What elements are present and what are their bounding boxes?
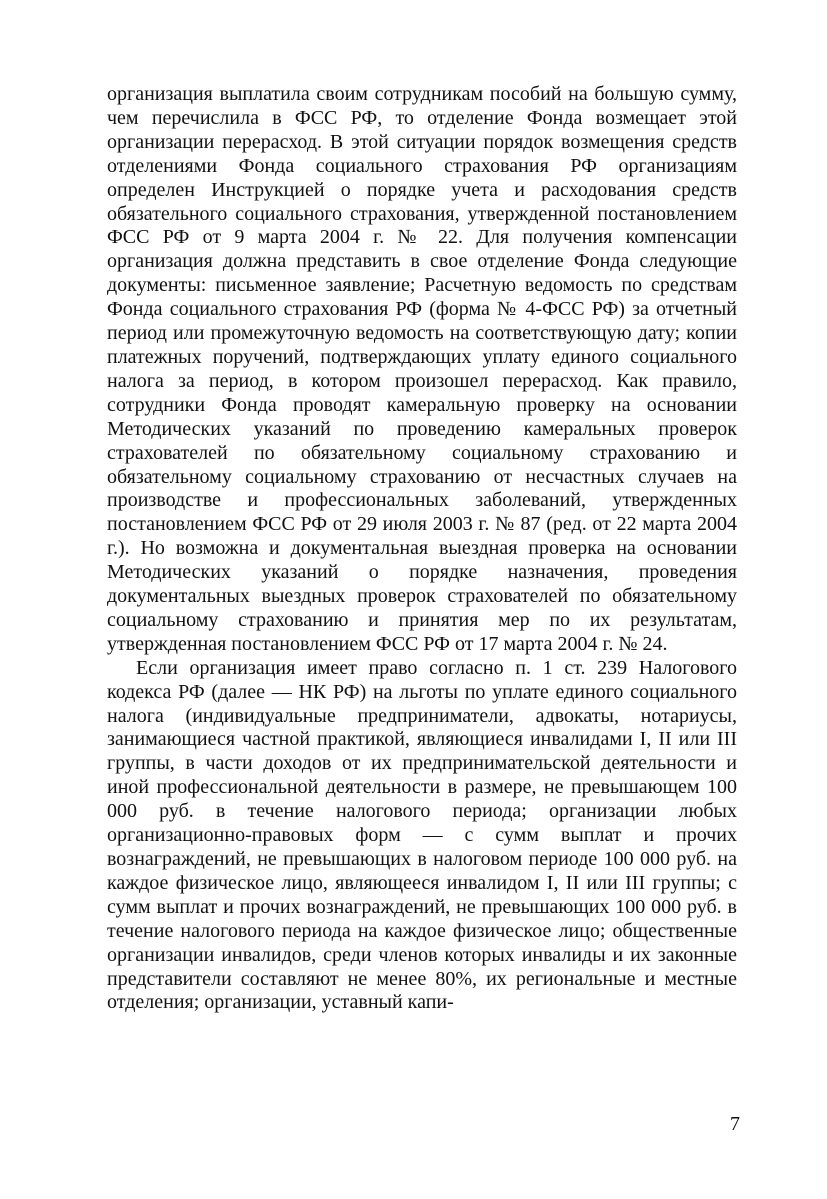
paragraph-esn-benefits: Если организация имеет право согласно п. 1 ст. 239 Налогового кодекса РФ (далее — НК РФ) на льготы по уплате единого социального налога (индивидуальные предприниматели, адвокаты, нотариусы, занимающиеся частной практикой, являющиеся инвалидами I, II или III группы, в части доходов от их предпринимательской деятельности и иной профессиональной деятельности в размере, не превышающем 100 000 руб. в течение налогового периода; организации любых организационно-правовых форм — с сумм выплат и прочих вознаграждений, не превышающих в налоговом периоде 100 000 руб. на каждое физическое лицо, являющееся инвалидом I, II или III группы; с сумм выплат и прочих вознаграждений, не превышающих 100 000 руб. в течение налогового периода на каждое физическое лицо; общественные организации инвалидов, среди членов которых инвалиды и их законные представители составляют не менее 80%, их региональные и местные отделения; организации, уставный капи- xyxy=(107,656,737,1014)
page-number: 7 xyxy=(730,1113,740,1135)
paragraph-fss-compensation: организация выплатила своим сотрудникам пособий на большую сумму, чем перечислила в ФСС РФ, то отделение Фонда возмещает этой организации перерасход. В этой ситуации порядок возмещения средств отделениями Фонда социального страхования РФ организациям определен Инструкцией о порядке учета и расходования средств обязательного социального страхования, утвержденной постановлением ФСС РФ от 9 марта 2004 г. № 22. Для получения компенсации организация должна представить в свое отделение Фонда следующие документы: письменное заявление; Расчетную ведомость по средствам Фонда социального страхования РФ (форма № 4-ФСС РФ) за отчетный период или промежуточную ведомость на соответствующую дату; копии платежных поручений, подтверждающих уплату единого социального налога за период, в котором произошел перерасход. Как правило, сотрудники Фонда проводят камеральную проверку на основании Методических указаний по проведению камеральных проверок страхователей по обязательному социальному страхованию и обязательному социальному страхованию от несчастных случаев на производстве и профессиональных заболеваний, утвержденных постановлением ФСС РФ от 29 июля 2003 г. № 87 (ред. от 22 марта 2004 г.). Но возможна и документальная выездная проверка на основании Методических указаний о порядке назначения, проведения документальных выездных проверок страхователей по обязательному социальному страхованию и принятия мер по их результатам, утвержденная постановлением ФСС РФ от 17 марта 2004 г. № 24. xyxy=(107,83,737,655)
body-text xyxy=(107,83,737,1015)
